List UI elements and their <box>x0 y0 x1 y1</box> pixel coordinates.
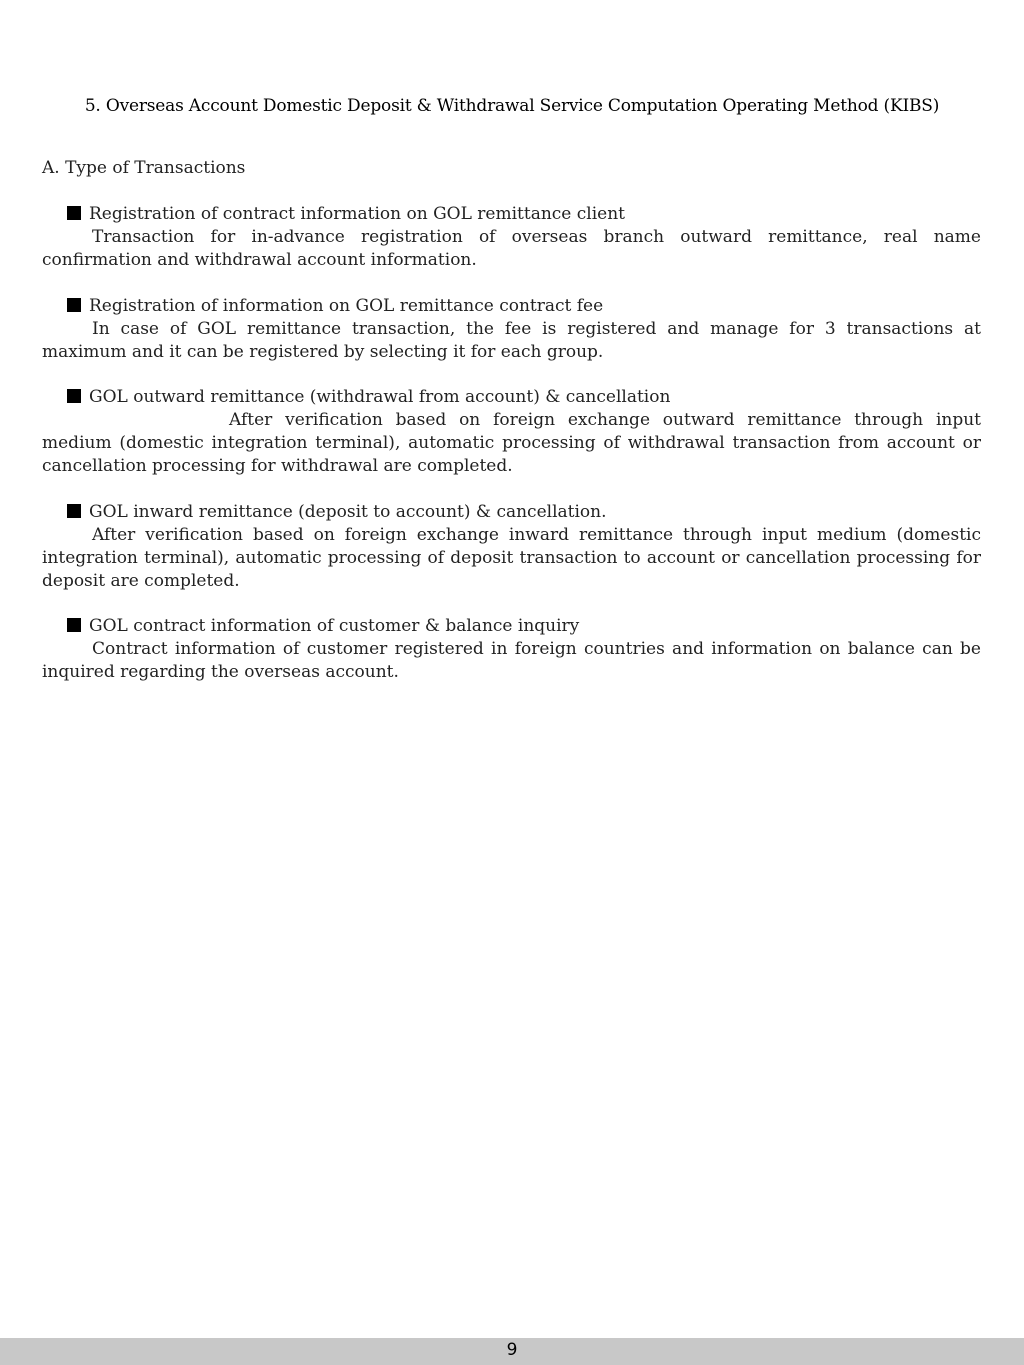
section-heading: A. Type of Transactions <box>42 158 246 178</box>
item-heading-row <box>42 615 981 638</box>
item-heading: GOL contract information of customer & balance inquiry <box>89 616 580 636</box>
item-description: In case of GOL remittance transaction, the fee is registered and manage for 3 transactions at maximum and it can be registered by selecting it for each group. <box>42 318 981 362</box>
item-heading-row <box>42 386 981 409</box>
item-description: Contract information of customer registered in foreign countries and information on balance can be inquired regarding the overseas account. <box>42 639 981 682</box>
page-footer <box>0 1338 1024 1365</box>
page-number: 9 <box>506 1340 518 1360</box>
bullet-icon <box>67 504 81 518</box>
item-heading: Registration of contract information on GOL remittance client <box>89 204 625 224</box>
bullet-icon <box>67 389 81 403</box>
item-heading: GOL outward remittance (withdrawal from account) & cancellation <box>89 387 671 407</box>
transaction-list <box>42 203 981 707</box>
item-heading-row <box>42 203 981 226</box>
list-item <box>42 386 981 478</box>
list-item <box>42 203 981 272</box>
item-description: After verification based on foreign exchange inward remittance through input medium (domestic integration terminal), automatic processing of deposit transaction to account or cancellation processing for deposit are completed. <box>42 524 981 591</box>
bullet-icon <box>67 206 81 220</box>
item-description: Transaction for in-advance registration of overseas branch outward remittance, real name confirmation and withdrawal account information. <box>42 227 981 270</box>
list-item <box>42 295 981 364</box>
list-item <box>42 501 981 593</box>
bullet-icon <box>67 298 81 312</box>
bullet-icon <box>67 618 81 632</box>
item-heading: Registration of information on GOL remittance contract fee <box>89 295 604 316</box>
item-heading-row <box>42 501 981 524</box>
page-title: 5. Overseas Account Domestic Deposit & Withdrawal Service Computation Operating Method (KIBS) <box>84 96 940 116</box>
list-item <box>42 615 981 684</box>
item-description: After verification based on foreign exchange outward remittance through input medium (domestic integration terminal), automatic processing of withdrawal transaction from account or cancellation processing for withdrawal are completed. <box>42 410 981 476</box>
item-heading-row <box>42 295 981 318</box>
item-heading: GOL inward remittance (deposit to account) & cancellation. <box>89 501 607 522</box>
